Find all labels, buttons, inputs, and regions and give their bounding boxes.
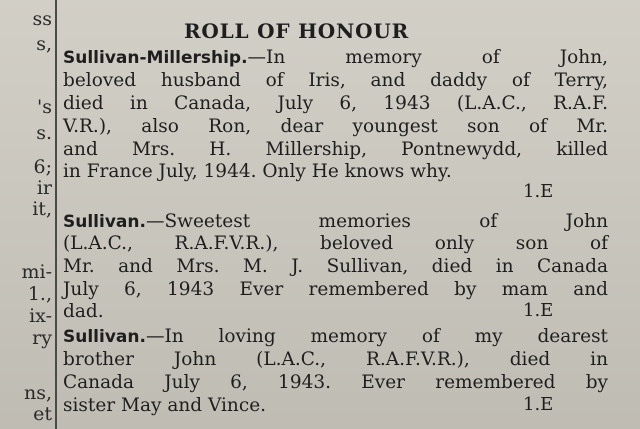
left-column-text: ry: [32, 327, 52, 349]
left-column-text: 1.,: [27, 283, 52, 305]
notice-line: July 6, 1943 Ever remembered by mam and: [63, 279, 608, 300]
notice-line: in France July, 1944. Only He knows why.: [63, 161, 452, 182]
notice-surname: Sullivan.: [63, 212, 146, 232]
left-column-text: 6;: [33, 156, 52, 178]
notice-surname: Sullivan-Millership.: [63, 48, 248, 68]
left-column-text: mi-: [21, 261, 52, 283]
left-column-text: et: [33, 403, 52, 425]
notice-line: [63, 325, 608, 349]
notice-line: Canada July 6, 1943. Ever remembered by: [63, 372, 608, 393]
left-column-text: 's: [37, 96, 52, 118]
left-column-text: it,: [32, 198, 52, 220]
notice-line: died in Canada, July 6, 1943 (L.A.C., R.A.F.: [63, 93, 608, 114]
notice-text: —In loving memory of my dearest: [145, 326, 608, 347]
notice-line: dad.: [63, 301, 104, 322]
notice-code: 1.E: [523, 300, 554, 321]
left-column-text: ir: [36, 177, 52, 199]
column-rule: [55, 0, 57, 429]
notice-line: sister May and Vince.: [63, 395, 267, 416]
notice-line: (L.A.C., R.A.F.V.R.), beloved only son of: [63, 233, 608, 254]
notice-line: [63, 210, 608, 234]
notice-line: beloved husband of Iris, and daddy of Terry,: [63, 70, 608, 91]
left-column-text: s.: [36, 122, 52, 144]
notice-line: [63, 46, 608, 70]
notice-line: V.R.), also Ron, dear youngest son of Mr.: [63, 116, 608, 137]
left-column-text: ns,: [23, 382, 52, 404]
notice-text: —In memory of John,: [247, 47, 608, 68]
notice-code: 1.E: [523, 394, 554, 415]
section-title: ROLL OF HONOUR: [184, 19, 409, 43]
notice-surname: Sullivan.: [63, 327, 146, 347]
notice-code: 1.E: [523, 181, 554, 202]
left-column-text: ix-: [29, 305, 52, 327]
notice-text: —Sweetest memories of John: [145, 211, 608, 232]
notice-line: brother John (L.A.C., R.A.F.V.R.), died in: [63, 349, 608, 370]
notice-line: and Mrs. H. Millership, Pontnewydd, killed: [63, 139, 608, 160]
adjacent-column-fragment: [0, 0, 52, 429]
left-column-text: s,: [36, 33, 52, 55]
left-column-text: ss: [32, 8, 52, 30]
notice-line: Mr. and Mrs. M. J. Sullivan, died in Canada: [63, 256, 608, 277]
